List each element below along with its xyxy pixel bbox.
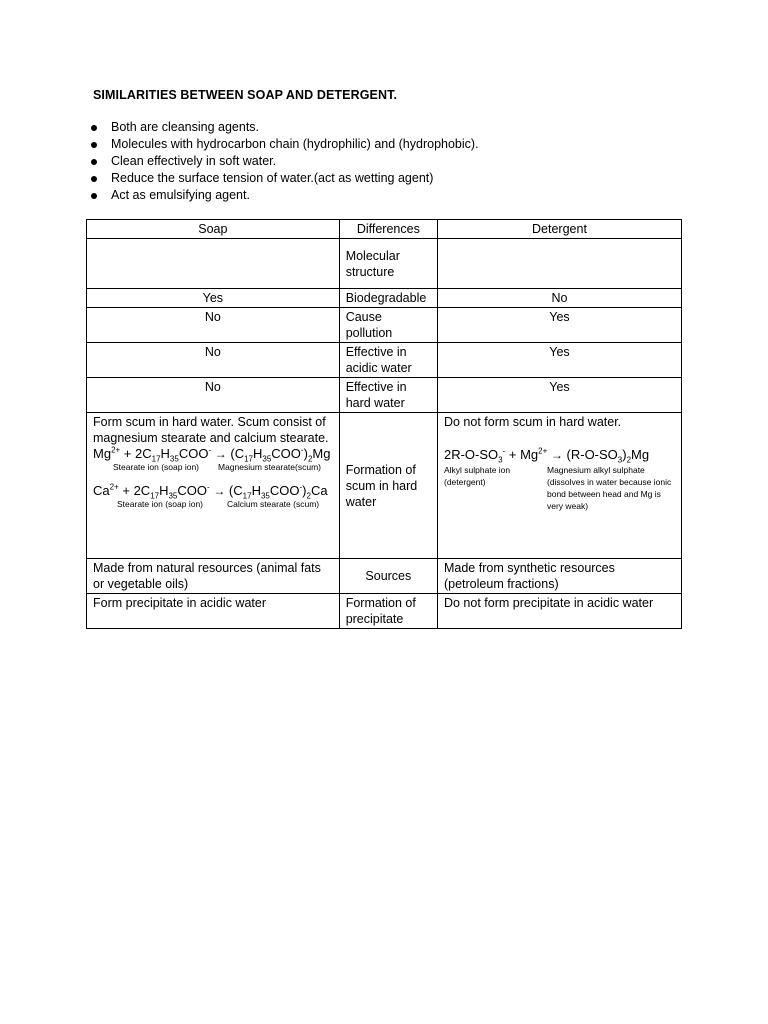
cell-detergent: Yes [437,343,681,378]
cell-difference: Cause pollution [339,308,437,343]
comparison-table [86,219,682,629]
list-item: Reduce the surface tension of water.(act as wetting agent) [91,170,479,187]
cell-difference-scum: Formation of scum in hard water [339,413,437,559]
cell-soap: Yes [87,289,340,308]
cell-soap: No [87,308,340,343]
cell-difference-precipitate: Formation of precipitate [339,594,437,629]
header-differences: Differences [339,220,437,239]
cell-difference: Effective in acidic water [339,343,437,378]
cell-difference: Biodegradable [339,289,437,308]
table-row [87,343,682,378]
soap-scum-text: Form scum in hard water. Scum consist of magnesium stearate and calcium stearate. [93,415,329,445]
list-item: Molecules with hydrocarbon chain (hydrophilic) and (hydrophobic). [91,136,479,153]
detergent-scum-text: Do not form scum in hard water. [443,415,622,429]
cell-detergent-precipitate: Do not form precipitate in acidic water [437,594,681,629]
cell-soap-sources: Made from natural resources (animal fats or vegetable oils) [87,559,340,594]
page-title: SIMILARITIES BETWEEN SOAP AND DETERGENT. [93,88,398,102]
cell-soap-precipitate: Form precipitate in acidic water [87,594,340,629]
cell-soap-scum [87,413,340,559]
cell-soap: No [87,343,340,378]
cell-detergent [437,239,681,289]
table-row [87,378,682,413]
bullet-icon [91,193,97,199]
cell-soap [87,239,340,289]
table-row-scum [87,413,682,559]
cell-detergent: Yes [437,308,681,343]
detergent-equation: $2R-O-SO_3^- + Mg^{2+} \to (R-O-SO_3)_2Mg$ [443,446,650,465]
table-row-precipitate [87,594,682,629]
table-header-row [87,220,682,239]
list-item: Both are cleansing agents. [91,119,479,136]
cell-detergent: Yes [437,378,681,413]
bullet-icon [91,142,97,148]
header-soap: Soap [87,220,340,239]
table-row [87,239,682,289]
table-row-sources [87,559,682,594]
magnesium-equation-labels: Stearate ion (soap ion) Magnesium stearate(scum) [113,462,321,472]
cell-difference: Molecular structure [339,239,437,289]
cell-soap: No [87,378,340,413]
cell-difference-sources: Sources [339,559,437,594]
similarities-list [91,119,479,204]
calcium-equation: $Ca^{2+} + 2C_{17}H_{35}COO^- \to (C_{17}H_{35}COO^-)_2Ca$ [93,482,328,501]
bullet-icon [91,159,97,165]
cell-difference: Effective in hard water [339,378,437,413]
table-row [87,289,682,308]
magnesium-equation: $Mg^{2+} + 2C_{17}H_{35}COO^- \to (C_{17}H_{35}COO^-)_2Mg$ [93,445,331,464]
cell-detergent-sources: Made from synthetic resources (petroleum fractions) [437,559,681,594]
bullet-icon [91,125,97,131]
header-detergent: Detergent [437,220,681,239]
list-item: Act as emulsifying agent. [91,187,479,204]
detergent-equation-labels: Alkyl sulphate ion (detergent) Magnesium alkyl sulphate (dissolves in water because ionic bond between head and Mg is very weak) [443,465,672,511]
calcium-equation-labels: Stearate ion (soap ion) Calcium stearate (scum) [117,499,320,509]
bullet-icon [91,176,97,182]
cell-detergent-scum [437,413,681,559]
table-row [87,308,682,343]
cell-detergent: No [437,289,681,308]
list-item: Clean effectively in soft water. [91,153,479,170]
